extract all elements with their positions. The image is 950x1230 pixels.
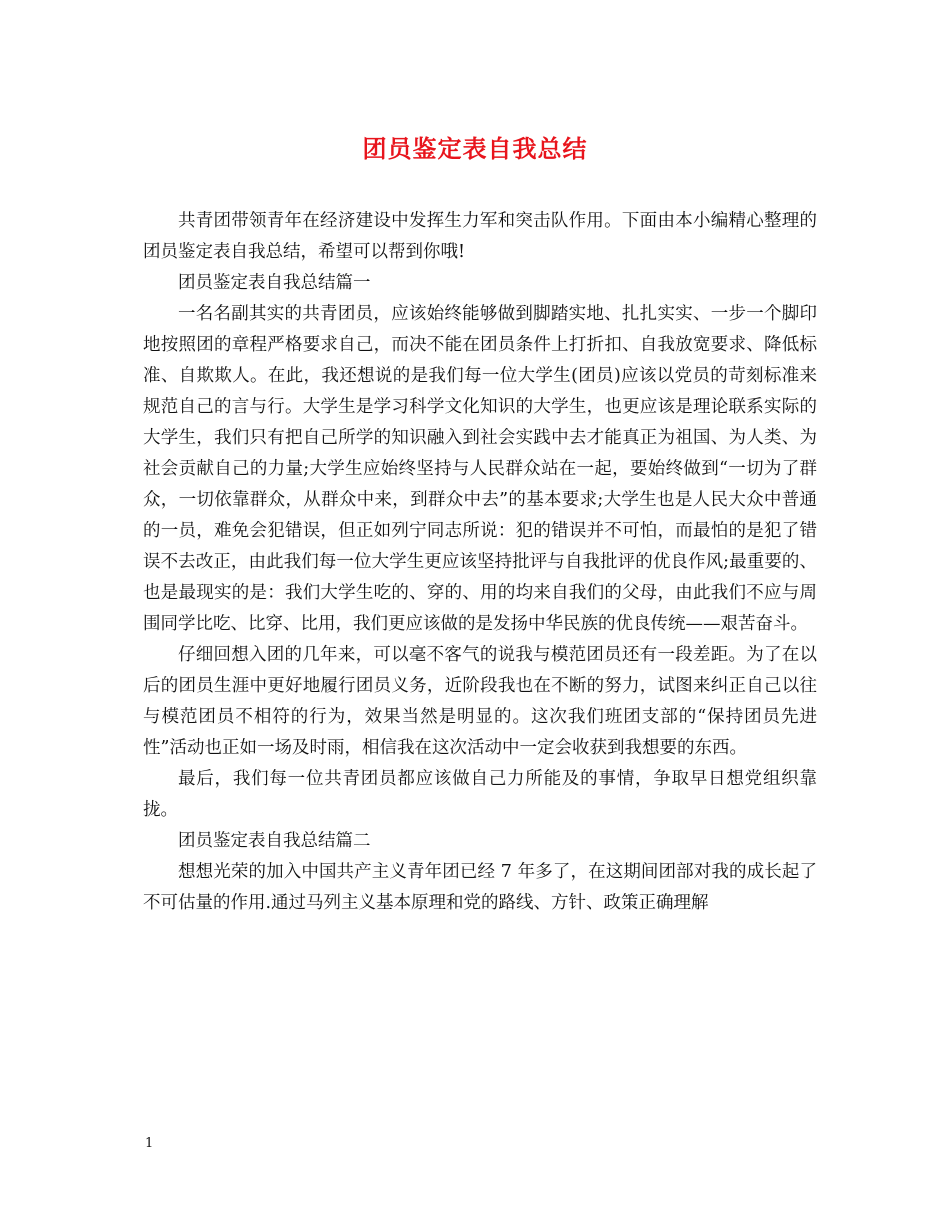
section-heading-2: 团员鉴定表自我总结篇二: [178, 831, 371, 851]
section-heading-1: 团员鉴定表自我总结篇一: [178, 273, 371, 293]
paragraph: 一名名副其实的共青团员，应该始终能够做到脚踏实地、扎扎实实、一步一个脚印地按照团的章程严格要求自己，而决不能在团员条件上打折扣、自我放宽要求、降低标准、自欺欺人。在此，我还想说的是我们每一位大学生(团员)应该以党员的苛刻标准来规范自己的言与行。大学生是学习科学文化知识的大学生，也更应该是理论联系实际的大学生，我们只有把自己所学的知识融入到社会实践中去才能真正为祖国、为人类、为社会贡献自己的力量;大学生应始终坚持与人民群众站在一起，要始终做到“一切为了群众，一切依靠群众，从群众中来，到群众中去”的基本要求;大学生也是人民大众中普通的一员，难免会犯错误，但正如列宁同志所说：犯的错误并不可怕，而最怕的是犯了错误不去改正，由此我们每一位大学生更应该坚持批评与自我批评的优良作风;最重要的、也是最现实的是：我们大学生吃的、穿的、用的均来自我们的父母，由此我们不应与周围同学比吃、比穿、比用，我们更应该做的是发扬中华民族的优良传统——艰苦奋斗。: [143, 304, 817, 634]
page-number: 1: [145, 1136, 154, 1151]
paragraph: 最后，我们每一位共青团员都应该做自己力所能及的事情，争取早日想党组织靠拢。: [143, 769, 817, 820]
document-body: [143, 206, 817, 919]
paragraph: 仔细回想入团的几年来，可以毫不客气的说我与模范团员还有一段差距。为了在以后的团员生涯中更好地履行团员义务，近阶段我也在不断的努力，试图来纠正自己以往与模范团员不相符的行为，效果当然是明显的。这次我们班团支部的“保持团员先进性”活动也正如一场及时雨，相信我在这次活动中一定会收获到我想要的东西。: [143, 645, 817, 758]
paragraph: 想想光荣的加入中国共产主义青年团已经 7 年多了，在这期间团部对我的成长起了不可估量的作用.通过马列主义基本原理和党的路线、方针、政策正确理解: [143, 862, 817, 913]
document-title: 团员鉴定表自我总结: [362, 134, 588, 163]
paragraph-intro: 共青团带领青年在经济建设中发挥生力军和突击队作用。下面由本小编精心整理的团员鉴定表自我总结，希望可以帮到你哦!: [143, 211, 817, 262]
